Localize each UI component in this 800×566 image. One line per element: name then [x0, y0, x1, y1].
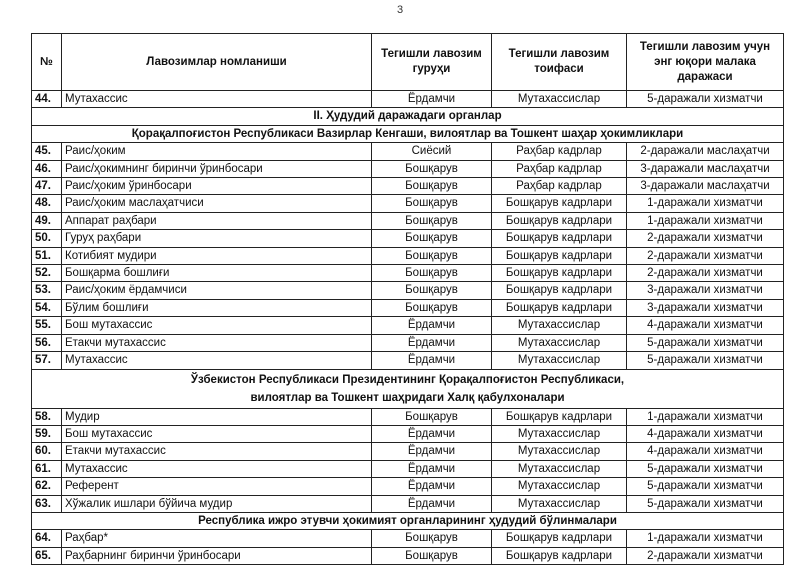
row-number: 46. — [32, 160, 62, 177]
row-group: Ёрдамчи — [372, 352, 492, 369]
row-position-name: Етакчи мутахассис — [62, 334, 372, 351]
row-category: Мутахассислар — [492, 460, 627, 477]
table-row — [32, 478, 784, 495]
row-category: Бошқарув кадрлари — [492, 212, 627, 229]
row-qualification: 3-даражали хизматчи — [627, 282, 784, 299]
row-qualification: 2-даражали маслаҳатчи — [627, 143, 784, 160]
row-category: Бошқарув кадрлари — [492, 299, 627, 316]
row-qualification: 1-даражали хизматчи — [627, 212, 784, 229]
row-category: Мутахассислар — [492, 317, 627, 334]
table-row — [32, 178, 784, 195]
table-row — [32, 282, 784, 299]
table-row — [32, 408, 784, 425]
row-number: 61. — [32, 460, 62, 477]
row-position-name: Раис/ҳокимнинг биринчи ўринбосари — [62, 160, 372, 177]
table-row — [32, 143, 784, 160]
table-row — [32, 317, 784, 334]
section-title: II. Ҳудудий даражадаги органлар — [32, 108, 784, 125]
row-group: Бошқарув — [372, 212, 492, 229]
row-position-name: Етакчи мутахассис — [62, 443, 372, 460]
table-row — [32, 443, 784, 460]
row-group: Ёрдамчи — [372, 460, 492, 477]
row-qualification: 5-даражали хизматчи — [627, 495, 784, 512]
row-position-name: Котибият мудири — [62, 247, 372, 264]
table-header-row — [32, 34, 784, 91]
positions-table — [31, 33, 784, 565]
row-qualification: 4-даражали хизматчи — [627, 425, 784, 442]
section-title: Республика ижро этувчи ҳокимият органларининг ҳудудий бўлинмалари — [32, 512, 784, 529]
row-position-name: Гуруҳ раҳбари — [62, 230, 372, 247]
row-category: Мутахассислар — [492, 425, 627, 442]
section-row — [32, 125, 784, 142]
row-category: Мутахассислар — [492, 334, 627, 351]
table-row — [32, 460, 784, 477]
table-row — [32, 425, 784, 442]
section-row — [32, 108, 784, 125]
table-row — [32, 334, 784, 351]
row-position-name: Раис/ҳоким маслаҳатчиси — [62, 195, 372, 212]
section-title-line: вилоятлар ва Тошкент шаҳридаги Халқ қабулхоналари — [250, 391, 565, 404]
row-qualification: 3-даражали хизматчи — [627, 299, 784, 316]
header-qualification: Тегишли лавозим учун энг юқори малака даражаси — [627, 34, 784, 91]
row-group: Бошқарув — [372, 530, 492, 547]
row-group: Бошқарув — [372, 247, 492, 264]
row-number: 47. — [32, 178, 62, 195]
row-category: Мутахассислар — [492, 443, 627, 460]
header-category: Тегишли лавозим тоифаси — [492, 34, 627, 91]
row-number: 50. — [32, 230, 62, 247]
table-row — [32, 160, 784, 177]
header-num: № — [32, 34, 62, 91]
section-row — [32, 369, 784, 408]
row-category: Мутахассислар — [492, 478, 627, 495]
row-number: 62. — [32, 478, 62, 495]
row-number: 45. — [32, 143, 62, 160]
section-row — [32, 512, 784, 529]
row-position-name: Раҳбар* — [62, 530, 372, 547]
row-qualification: 1-даражали хизматчи — [627, 195, 784, 212]
row-position-name: Бош мутахассис — [62, 425, 372, 442]
row-position-name: Раис/ҳоким ёрдамчиси — [62, 282, 372, 299]
row-qualification: 5-даражали хизматчи — [627, 352, 784, 369]
table-row — [32, 352, 784, 369]
row-category: Бошқарув кадрлари — [492, 530, 627, 547]
row-group: Бошқарув — [372, 265, 492, 282]
header-group: Тегишли лавозим гуруҳи — [372, 34, 492, 91]
section-title-block — [32, 369, 784, 408]
row-position-name: Раис/ҳоким ўринбосари — [62, 178, 372, 195]
row-number: 53. — [32, 282, 62, 299]
table-row — [32, 495, 784, 512]
row-category: Бошқарув кадрлари — [492, 547, 627, 564]
row-position-name: Раис/ҳоким — [62, 143, 372, 160]
row-group: Бошқарув — [372, 230, 492, 247]
header-name: Лавозимлар номланиши — [62, 34, 372, 91]
row-number: 58. — [32, 408, 62, 425]
row-category: Раҳбар кадрлар — [492, 160, 627, 177]
row-qualification: 5-даражали хизматчи — [627, 460, 784, 477]
table-row — [32, 247, 784, 264]
row-group: Бошқарув — [372, 195, 492, 212]
row-category: Бошқарув кадрлари — [492, 230, 627, 247]
row-category: Бошқарув кадрлари — [492, 247, 627, 264]
table-row — [32, 212, 784, 229]
row-group: Ёрдамчи — [372, 478, 492, 495]
row-group: Ёрдамчи — [372, 317, 492, 334]
row-qualification: 5-даражали хизматчи — [627, 91, 784, 108]
row-group: Ёрдамчи — [372, 495, 492, 512]
row-position-name: Мутахассис — [62, 91, 372, 108]
row-number: 55. — [32, 317, 62, 334]
table-row — [32, 547, 784, 564]
row-group: Бошқарув — [372, 299, 492, 316]
row-qualification: 2-даражали хизматчи — [627, 265, 784, 282]
row-category: Раҳбар кадрлар — [492, 143, 627, 160]
table-row — [32, 530, 784, 547]
row-position-name: Бошқарма бошлиғи — [62, 265, 372, 282]
page-number: 3 — [396, 4, 404, 16]
row-group: Ёрдамчи — [372, 425, 492, 442]
row-category: Мутахассислар — [492, 352, 627, 369]
row-qualification: 3-даражали маслаҳатчи — [627, 160, 784, 177]
row-group: Ёрдамчи — [372, 334, 492, 351]
row-position-name: Мудир — [62, 408, 372, 425]
row-number: 63. — [32, 495, 62, 512]
row-position-name: Раҳбарнинг биринчи ўринбосари — [62, 547, 372, 564]
row-number: 64. — [32, 530, 62, 547]
table-row — [32, 265, 784, 282]
row-qualification: 1-даражали хизматчи — [627, 530, 784, 547]
row-qualification: 1-даражали хизматчи — [627, 408, 784, 425]
row-number: 60. — [32, 443, 62, 460]
row-group: Ёрдамчи — [372, 91, 492, 108]
table-row — [32, 230, 784, 247]
section-title: Қорақалпоғистон Республикаси Вазирлар Кенгаши, вилоятлар ва Тошкент шаҳар ҳокимликлари — [32, 125, 784, 142]
row-number: 49. — [32, 212, 62, 229]
row-category: Бошқарув кадрлари — [492, 282, 627, 299]
row-position-name: Референт — [62, 478, 372, 495]
row-group: Бошқарув — [372, 408, 492, 425]
row-number: 54. — [32, 299, 62, 316]
table-row — [32, 91, 784, 108]
row-category: Мутахассислар — [492, 495, 627, 512]
row-position-name: Мутахассис — [62, 352, 372, 369]
row-category: Бошқарув кадрлари — [492, 408, 627, 425]
row-position-name: Аппарат раҳбари — [62, 212, 372, 229]
row-position-name: Бош мутахассис — [62, 317, 372, 334]
row-position-name: Бўлим бошлиғи — [62, 299, 372, 316]
row-position-name: Хўжалик ишлари бўйича мудир — [62, 495, 372, 512]
row-number: 57. — [32, 352, 62, 369]
row-number: 51. — [32, 247, 62, 264]
section-title-line: Ўзбекистон Республикаси Президентининг Қорақалпоғистон Республикаси, — [190, 373, 625, 386]
row-group: Бошқарув — [372, 282, 492, 299]
row-qualification: 5-даражали хизматчи — [627, 478, 784, 495]
row-qualification: 3-даражали маслаҳатчи — [627, 178, 784, 195]
row-category: Мутахассислар — [492, 91, 627, 108]
row-number: 65. — [32, 547, 62, 564]
table-row — [32, 195, 784, 212]
row-group: Ёрдамчи — [372, 443, 492, 460]
row-qualification: 4-даражали хизматчи — [627, 443, 784, 460]
row-number: 56. — [32, 334, 62, 351]
row-group: Бошқарув — [372, 160, 492, 177]
row-qualification: 2-даражали хизматчи — [627, 247, 784, 264]
row-number: 44. — [32, 91, 62, 108]
row-category: Бошқарув кадрлари — [492, 265, 627, 282]
row-qualification: 5-даражали хизматчи — [627, 334, 784, 351]
row-number: 59. — [32, 425, 62, 442]
row-number: 52. — [32, 265, 62, 282]
row-number: 48. — [32, 195, 62, 212]
row-group: Сиёсий — [372, 143, 492, 160]
table-row — [32, 299, 784, 316]
row-position-name: Мутахассис — [62, 460, 372, 477]
row-category: Раҳбар кадрлар — [492, 178, 627, 195]
row-group: Бошқарув — [372, 178, 492, 195]
row-qualification: 4-даражали хизматчи — [627, 317, 784, 334]
row-qualification: 2-даражали хизматчи — [627, 230, 784, 247]
row-group: Бошқарув — [372, 547, 492, 564]
row-category: Бошқарув кадрлари — [492, 195, 627, 212]
row-qualification: 2-даражали хизматчи — [627, 547, 784, 564]
